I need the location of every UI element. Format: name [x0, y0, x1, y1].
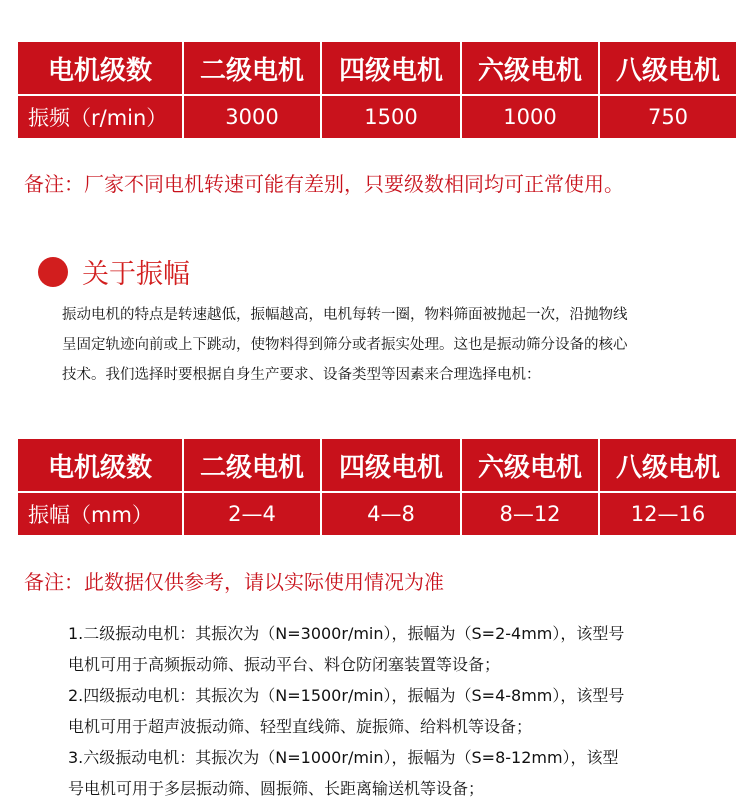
header-cell: 八级电机: [599, 438, 737, 492]
value-cell: 2—4: [183, 492, 321, 536]
note-text: 备注：厂家不同电机转速可能有差别，只要级数相同均可正常使用。: [24, 172, 624, 196]
value-cell: 1000: [461, 95, 599, 139]
list-line: 1.二级振动电机：其振次为（N=3000r/min），振幅为（S=2-4mm），该型号: [68, 624, 625, 643]
list-line: 2.四级振动电机：其振次为（N=1500r/min），振幅为（S=4-8mm），该型号: [68, 686, 625, 705]
amplitude-table: [16, 437, 738, 537]
value-cell: 8—12: [461, 492, 599, 536]
header-cell: 四级电机: [321, 41, 461, 95]
paragraph-line: 呈固定轨迹向前或上下跳动，使物料得到筛分或者振实处理。这也是振动筛分设备的核心: [62, 337, 628, 353]
paragraph-line: 技术。我们选择时要根据自身生产要求、设备类型等因素来合理选择电机：: [62, 367, 541, 383]
value-cell: 12—16: [599, 492, 737, 536]
row-label: 振幅（mm）: [17, 492, 183, 536]
section-heading: [38, 252, 190, 291]
header-cell: 二级电机: [183, 41, 321, 95]
list-line: 电机可用于高频振动筛、振动平台、料仓防闭塞装置等设备；: [68, 655, 501, 674]
motor-usage-list: [68, 618, 748, 804]
value-cell: 3000: [183, 95, 321, 139]
header-cell: 电机级数: [17, 41, 183, 95]
bullet-dot-icon: [38, 257, 68, 287]
list-line: 电机可用于超声波振动筛、轻型直线筛、旋振筛、给料机等设备；: [68, 717, 533, 736]
header-cell: 八级电机: [599, 41, 737, 95]
header-cell: 电机级数: [17, 438, 183, 492]
note-text: 备注：此数据仅供参考，请以实际使用情况为准: [24, 570, 444, 594]
description-paragraph: [62, 300, 722, 390]
list-line: 号电机可用于多层振动筛、圆振筛、长距离输送机等设备；: [68, 779, 485, 798]
paragraph-line: 振动电机的特点是转速越低，振幅越高，电机每转一圈，物料筛面被抛起一次，沿抛物线: [62, 307, 628, 323]
value-cell: 750: [599, 95, 737, 139]
header-cell: 六级电机: [461, 438, 599, 492]
header-cell: 六级电机: [461, 41, 599, 95]
value-cell: 4—8: [321, 492, 461, 536]
table-row: [17, 492, 737, 536]
table-header-row: [17, 438, 737, 492]
header-cell: 四级电机: [321, 438, 461, 492]
vibration-frequency-table: [16, 40, 738, 140]
table-row: [17, 95, 737, 139]
section-title: 关于振幅: [82, 259, 190, 290]
row-label: 振频（r/min）: [17, 95, 183, 139]
value-cell: 1500: [321, 95, 461, 139]
header-cell: 二级电机: [183, 438, 321, 492]
list-line: 3.六级振动电机：其振次为（N=1000r/min），振幅为（S=8-12mm），该型: [68, 748, 619, 767]
table-header-row: [17, 41, 737, 95]
